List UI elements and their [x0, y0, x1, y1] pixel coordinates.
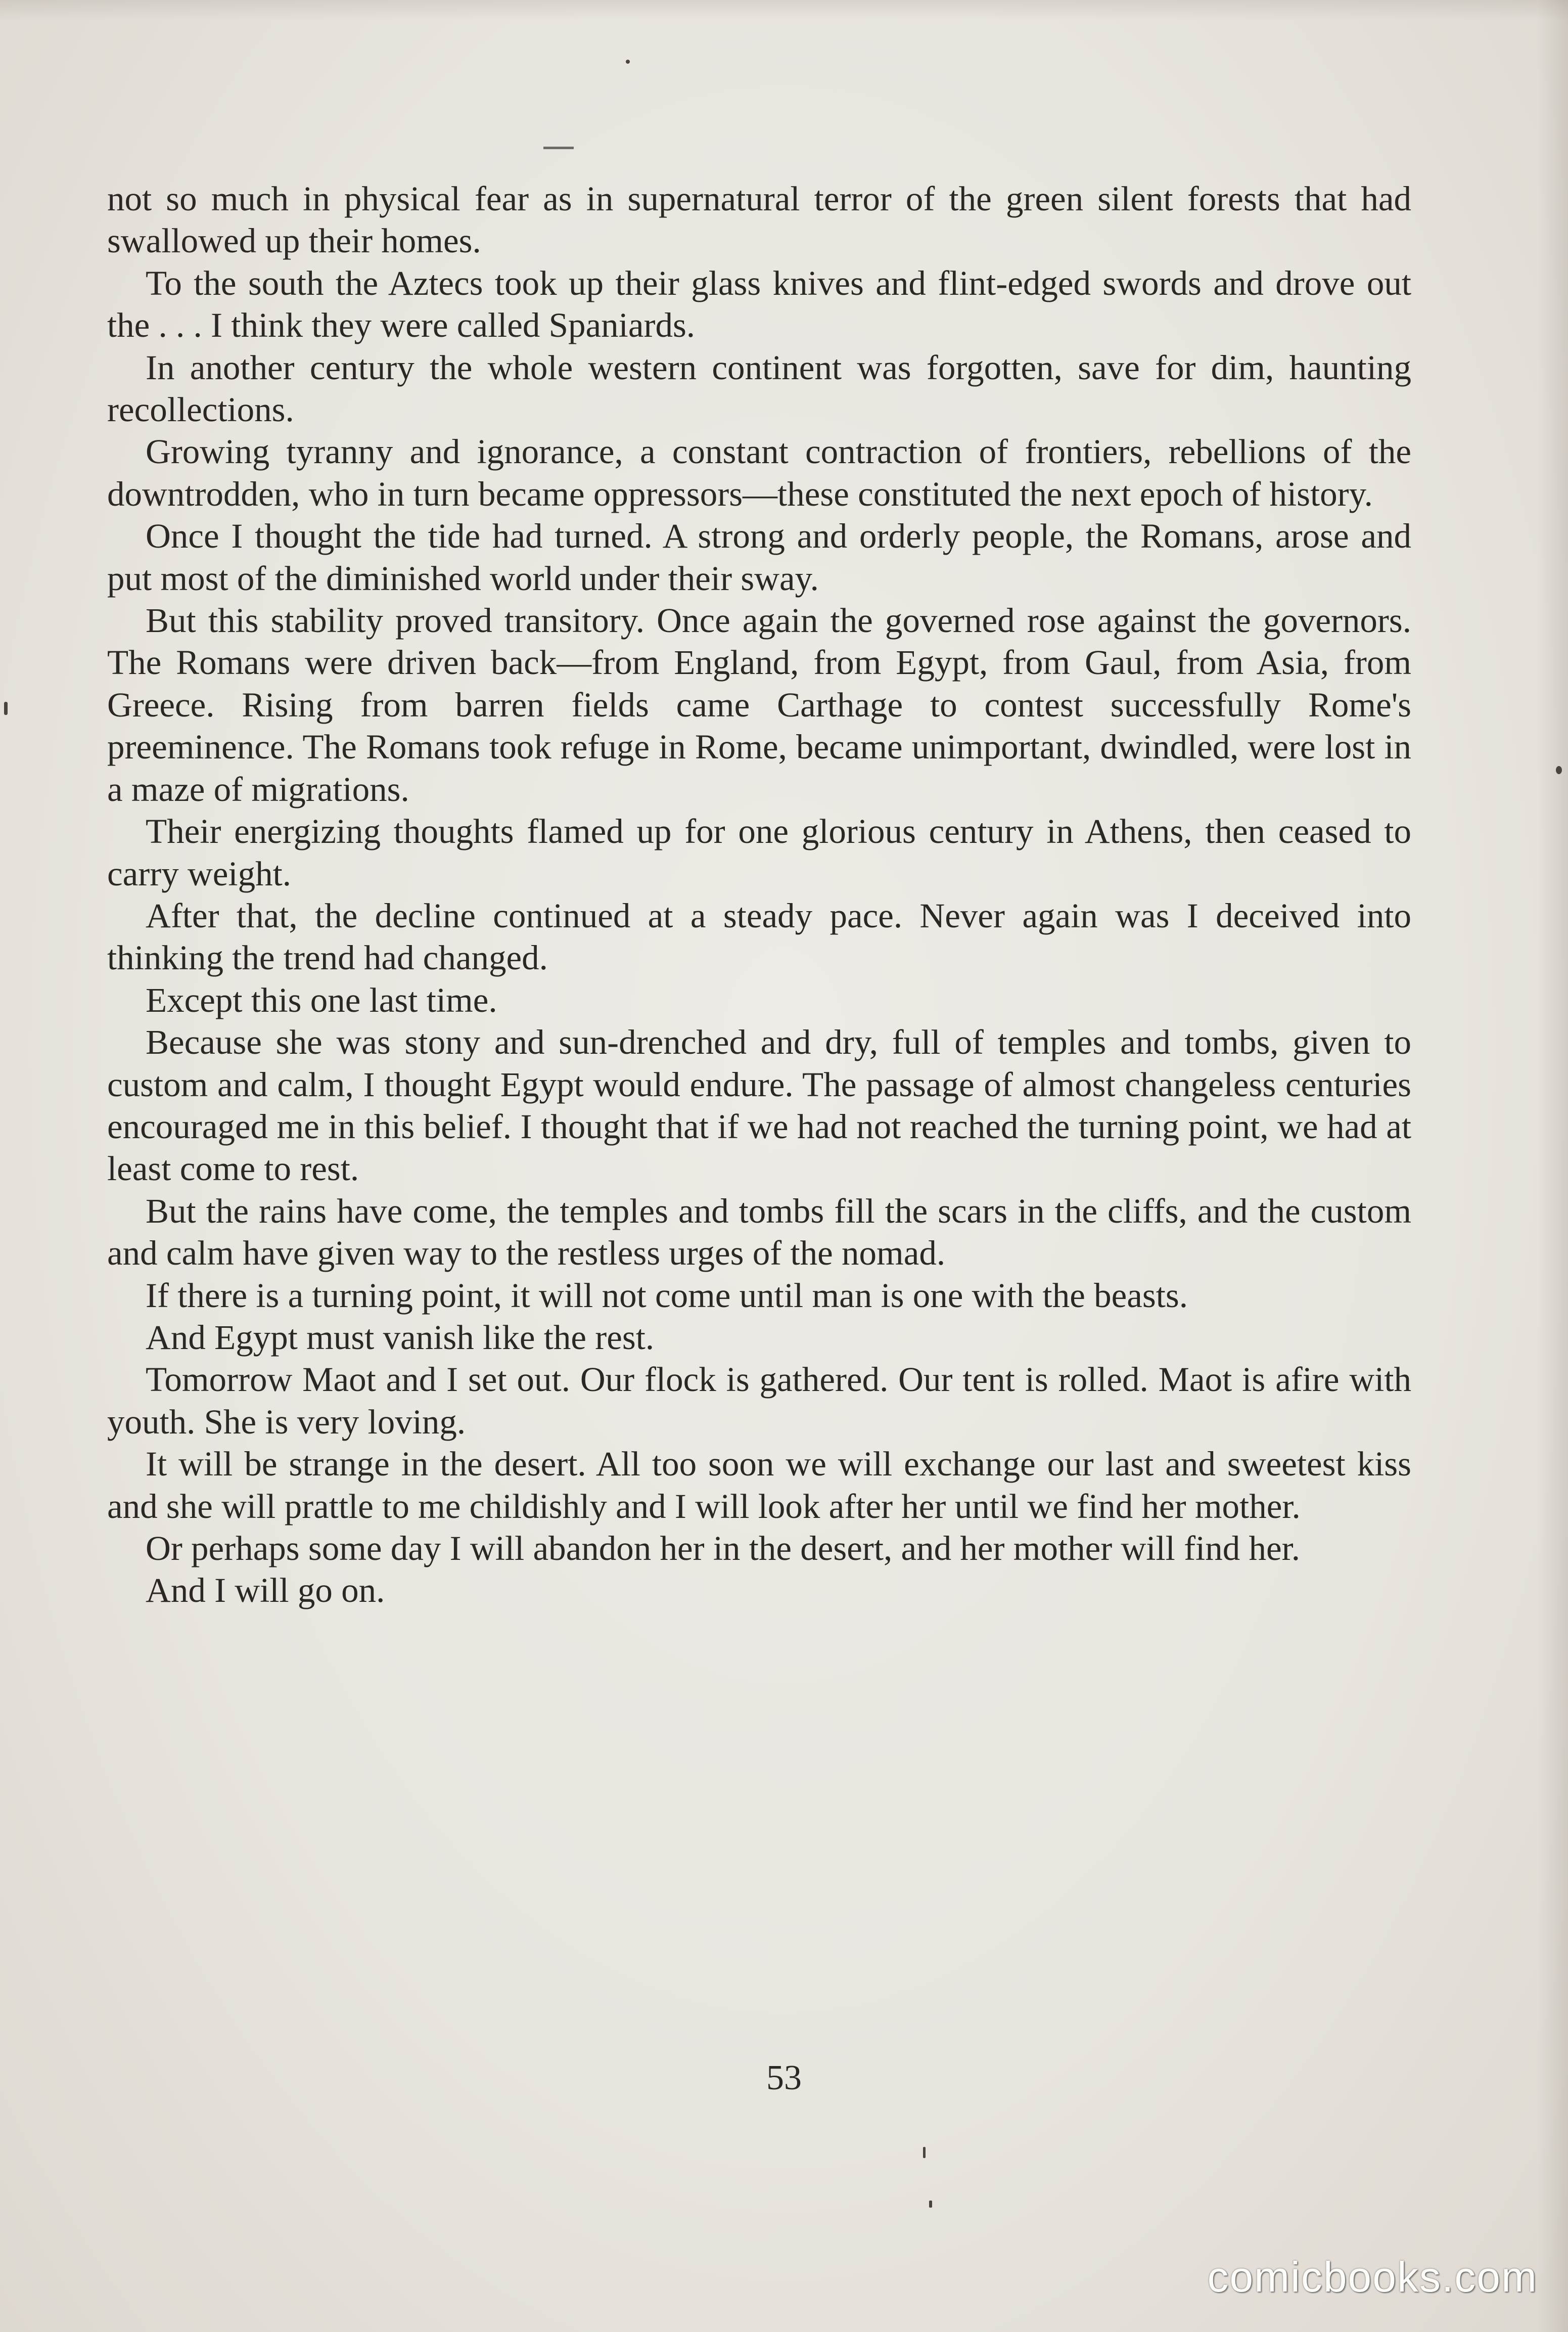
paragraph: To the south the Aztecs took up their glass knives and flint-edged swords and drove out the . . . I think they were called Spaniards.	[107, 263, 1411, 345]
top-dash-mark	[543, 147, 574, 149]
site-watermark: comicbooks.com	[1207, 2253, 1538, 2301]
paragraph: In another century the whole western continent was forgotten, save for dim, haunting recollections.	[107, 348, 1411, 429]
paragraph: And I will go on.	[146, 1571, 385, 1610]
paragraph: But this stability proved transitory. Once again the governed rose against the governors. The Romans were driven back—from England, from Egypt, from Gaul, from Asia, from Greece. Rising from barren fields came Carthage to contest successfully Rome's preeminence. The Romans took refuge in Rome, became unimportant, dwindled, were lost in a maze of migrations.	[107, 601, 1411, 809]
paragraph: not so much in physical fear as in supernatural terror of the green silent forests that had swallowed up their homes.	[107, 180, 1411, 260]
page-top-shadow	[0, 0, 1568, 20]
paper-speck	[929, 2201, 932, 2208]
paragraph: Because she was stony and sun-drenched and dry, full of temples and tombs, given to custom and calm, I thought Egypt would endure. The passage of almost changeless centuries encouraged me in this belief. I thought that if we had not reached the turning point, we had at least come to rest.	[107, 1023, 1411, 1188]
paragraph: And Egypt must vanish like the rest.	[146, 1318, 655, 1357]
paper-speck	[4, 702, 8, 715]
paragraph: But the rains have come, the temples and tombs fill the scars in the cliffs, and the custom and calm have given way to the restless urges of the nomad.	[107, 1191, 1411, 1273]
paragraph: Growing tyranny and ignorance, a constant contraction of frontiers, rebellions of the downtrodden, who in turn became oppressors—these constituted the next epoch of history.	[107, 432, 1411, 513]
paragraph: It will be strange in the desert. All too soon we will exchange our last and sweetest kiss and she will prattle to me childishly and I will look after her until we find her mother.	[107, 1445, 1411, 1526]
paragraph: Their energizing thoughts flamed up for one glorious century in Athens, then ceased to carry weight.	[107, 812, 1411, 893]
paragraph: Tomorrow Maot and I set out. Our flock is gathered. Our tent is rolled. Maot is afire with youth. She is very loving.	[107, 1360, 1411, 1441]
paragraph: If there is a turning point, it will not come until man is one with the beasts.	[146, 1276, 1188, 1315]
paragraph: After that, the decline continued at a steady pace. Never again was I deceived into thinking the trend had changed.	[107, 896, 1411, 977]
page-number: 53	[766, 2058, 802, 2097]
paragraph: Once I thought the tide had turned. A strong and orderly people, the Romans, arose and put most of the diminished world under their sway.	[107, 517, 1411, 598]
paragraph: Or perhaps some day I will abandon her in the desert, and her mother will find her.	[146, 1529, 1301, 1567]
page-right-shadow	[1538, 0, 1568, 2332]
paper-speck	[1556, 766, 1562, 774]
body-text	[107, 178, 1411, 1612]
paper-speck	[626, 60, 630, 64]
paper-speck	[923, 2147, 926, 2158]
paragraph: Except this one last time.	[146, 980, 497, 1019]
